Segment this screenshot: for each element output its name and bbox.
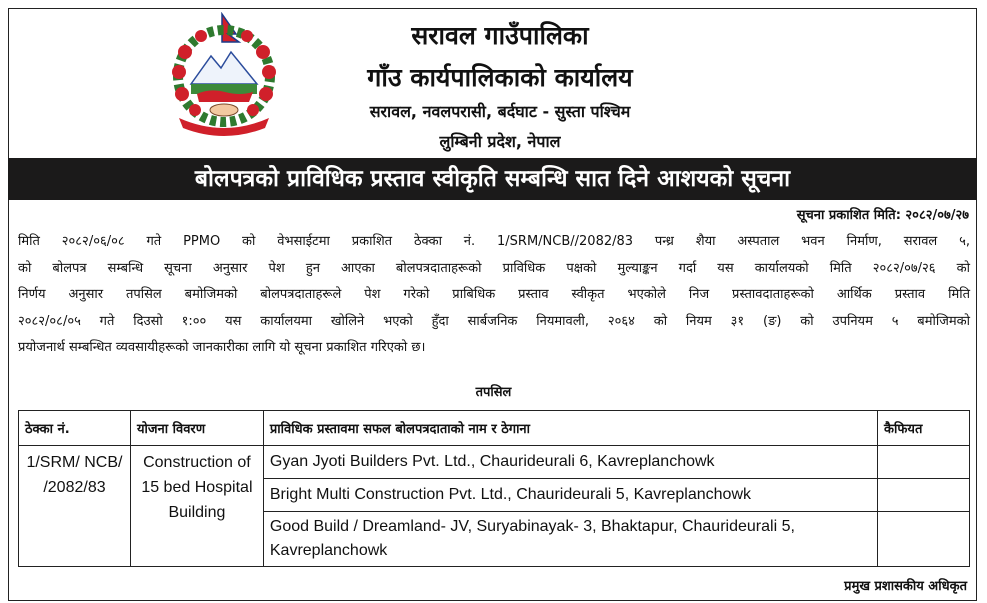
notice-body — [18, 229, 970, 362]
bidder-cell: Good Build / Dreamland- JV, Suryabinayak- 3, Bhaktapur, Chaurideurali 5, Kavreplanchowk — [263, 512, 877, 567]
table-row — [19, 446, 970, 479]
contract-number-cell: 1/SRM/ NCB/ /2082/83 — [19, 446, 131, 567]
remarks-cell — [878, 479, 970, 512]
header-project: योजना विवरण — [130, 411, 263, 446]
signatory-title: प्रमुख प्रशासकीय अधिकृत — [844, 579, 967, 594]
table-header-row — [19, 411, 970, 446]
bidder-table — [18, 410, 970, 567]
header-contract-no: ठेक्का नं. — [19, 411, 131, 446]
body-line: मिति २०८२/०६/०८ गते PPMO को वेभसाईटमा प्रकाशित ठेक्का नं. 1/SRM/NCB//2082/83 पन्ध्र शैया अस्पताल भवन निर्माण, सरावल ५, — [18, 234, 970, 249]
province-country: लुम्बिनी प्रदेश, नेपाल — [439, 132, 561, 151]
published-date: सूचना प्रकाशित मिति: २०८२/०७/२७ — [796, 208, 969, 223]
office-address: सरावल, नवलपरासी, बर्दघाट - सुस्ता पश्चिम — [369, 102, 631, 121]
header-remarks: कैफियत — [878, 411, 970, 446]
office-name: गाँउ कार्यपालिकाको कार्यालय — [367, 63, 633, 92]
notice-title: बोलपत्रको प्राविधिक प्रस्ताव स्वीकृति सम्बन्धि सात दिने आशयको सूचना — [8, 158, 977, 200]
body-line: निर्णय अनुसार तपसिल बमोजिमको बोलपत्रदाताहरूले पेश गरेको प्राबिधिक प्रस्ताव स्वीकृत भएकोले निज प्रस्तावदाताहरूको आर्थिक प्रस्ताव मिति — [18, 287, 970, 302]
remarks-cell — [878, 446, 970, 479]
header-bidder: प्राविधिक प्रस्तावमा सफल बोलपत्रदाताको नाम र ठेगाना — [263, 411, 877, 446]
remarks-cell — [878, 512, 970, 567]
bidder-cell: Bright Multi Construction Pvt. Ltd., Chaurideurali 5, Kavreplanchowk — [263, 479, 877, 512]
bidder-cell: Gyan Jyoti Builders Pvt. Ltd., Chaurideurali 6, Kavreplanchowk — [263, 446, 877, 479]
schedule-heading: तपसिल — [475, 385, 512, 400]
body-line: को बोलपत्र सम्बन्धि सूचना अनुसार पेश हुन आएका बोलपत्रदाताहरूको प्राविधिक पक्षको मुल्याङ्कन गर्दा यस कार्यालयको मिति २०८२/०७/२६ को — [18, 260, 970, 276]
body-line: प्रयोजनार्थ सम्बन्धित व्यवसायीहरूको जानकारीका लागि यो सूचना प्रकाशित गरिएको छ। — [18, 340, 426, 355]
project-cell: Construction of 15 bed Hospital Building — [130, 446, 263, 567]
municipality-name: सरावल गाउँपालिका — [411, 21, 589, 50]
body-line: २०८२/०८/०५ गते दिउसो १:०० यस कार्यालयमा खोलिने भएको हुँदा सार्बजनिक नियमावली, २०६४ को नियम ३१ (ङ) को उपनियम ५ बमोजिमको — [18, 313, 970, 329]
